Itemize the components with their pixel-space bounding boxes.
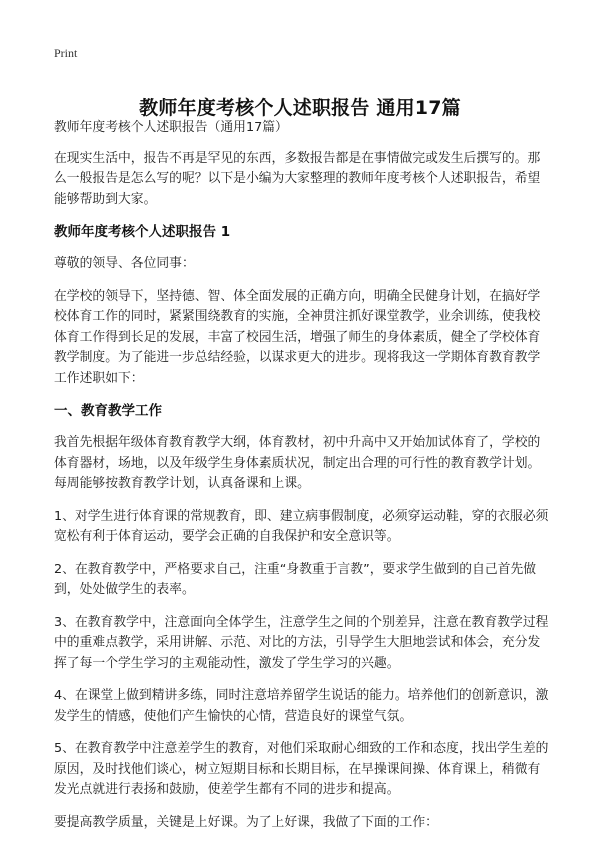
document-body [54, 118, 550, 845]
subheading-teaching-work: 一、教育教学工作 [54, 403, 162, 419]
list-item-2: 2、在教育教学中，严格要求自己，注重“身教重于言教”，要求学生做到的自己首先做到，处处做学生的表率。 [54, 561, 537, 597]
body-paragraph: 我首先根据年级体育教育教学大纲，体育教材，初中升高中又开始加试体育了，学校的体育器材，场地，以及年级学生身体素质状况，制定出合理的可行性的教育教学计划。每周能够按教育教学计划，认真备课和上课。 [54, 435, 541, 491]
body-paragraph: 在学校的领导下，坚持德、智、体全面发展的正确方向，明确全民健身计划，在搞好学校体育工作的同时，紧紧围绕教育的实施，全神贯注抓好课堂教学，业余训练，使我校体育工作得到长足的发展，丰富了校园生活，增强了师生的身体素质，健全了学校体育教学制度。为了能进一步总结经验，以谋求更大的进步。现将我这一学期体育教育教学工作述职如下： [54, 288, 541, 386]
greeting: 尊敬的领导、各位同事： [54, 256, 195, 271]
list-item-3: 3、在教育教学中，注意面向全体学生，注意学生之间的个别差异，注意在教育教学过程中的重难点教学，采用讲解、示范、对比的方法，引导学生大胆地尝试和体会，充分发挥了每一个学生学习的主观能动性，激发了学生学习的兴趣。 [54, 614, 549, 671]
intro-paragraph: 在现实生活中，报告不再是罕见的东西，多数报告都是在事情做完或发生后撰写的。那么一般报告是怎么写的呢？以下是小编为大家整理的教师年度考核个人述职报告，希望能够帮助到大家。 [54, 150, 541, 207]
list-item-4: 4、在课堂上做到精讲多练，同时注意培养留学生说话的能力。培养他们的创新意识，激发学生的情感，使他们产生愉快的心情，营造良好的课堂气氛。 [54, 688, 549, 724]
print-link[interactable]: Print [54, 46, 78, 60]
document-title: 教师年度考核个人述职报告 通用17篇 [139, 96, 461, 119]
list-item-1: 1、对学生进行体育课的常规教育，即、建立病事假制度，必须穿运动鞋，穿的衣服必须宽松有利于体育运动，要学会正确的自我保护和安全意识等。 [54, 508, 549, 544]
list-item-5: 5、在教育教学中注意差学生的教育，对他们采取耐心细致的工作和态度，找出学生差的原因，及时找他们谈心，树立短期目标和长期目标，在早操课间操、体育课上，稍微有发光点就进行表扬和鼓励，使差学生都有不同的进步和提高。 [54, 741, 549, 797]
body-paragraph: 要提高教学质量，关键是上好课。为了上好课，我做了下面的工作： [54, 814, 438, 830]
section-heading-1: 教师年度考核个人述职报告 1 [54, 224, 231, 240]
document-subtitle: 教师年度考核个人述职报告（通用17篇） [54, 120, 288, 135]
